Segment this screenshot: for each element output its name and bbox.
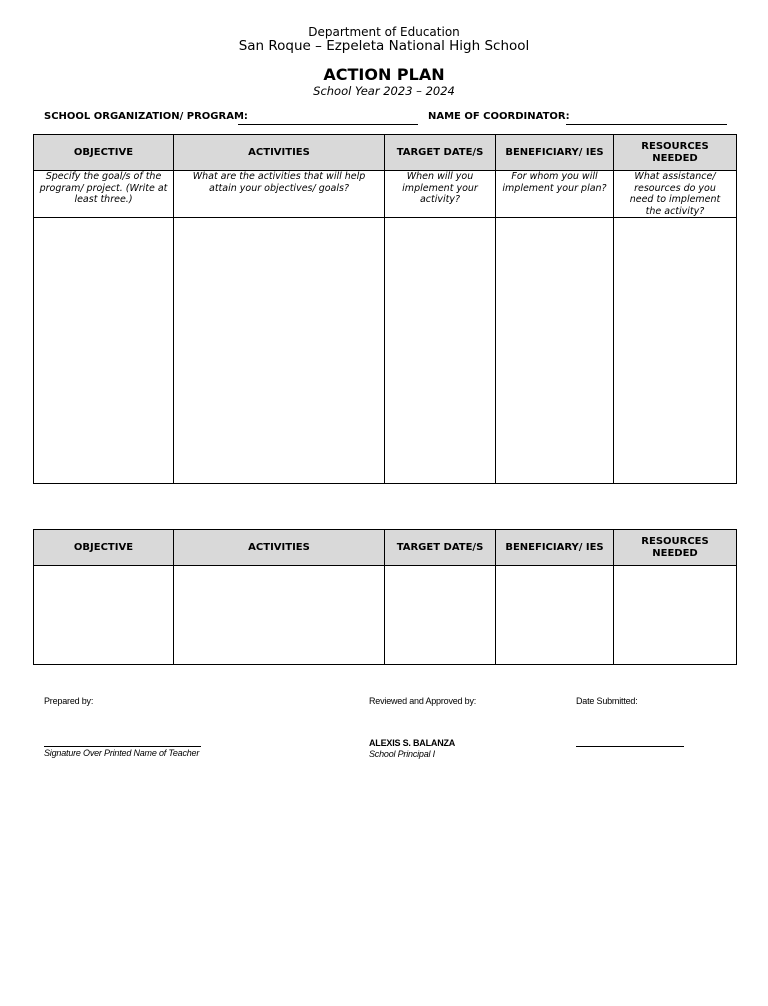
department-name: Department of Education bbox=[308, 25, 460, 39]
hint-activities: What are the activities that will help attain your objectives/ goals? bbox=[174, 171, 385, 218]
column-header-target-dates: TARGET DATE/S bbox=[385, 530, 496, 566]
target-dates-cell[interactable] bbox=[385, 566, 496, 665]
column-header-activities: ACTIVITIES bbox=[174, 135, 385, 171]
teacher-signature-line[interactable] bbox=[44, 746, 201, 747]
resources-cell[interactable] bbox=[614, 566, 737, 665]
beneficiaries-cell[interactable] bbox=[496, 218, 614, 484]
date-submitted-line[interactable] bbox=[576, 746, 684, 747]
coordinator-field-line[interactable] bbox=[566, 124, 727, 125]
column-header-objective: OBJECTIVE bbox=[34, 530, 174, 566]
objective-cell[interactable] bbox=[34, 566, 174, 665]
target-dates-cell[interactable] bbox=[385, 218, 496, 484]
column-header-target-dates: TARGET DATE/S bbox=[385, 135, 496, 171]
principal-title: School Principal I bbox=[369, 749, 435, 759]
program-label: SCHOOL ORGANIZATION/ PROGRAM: bbox=[44, 111, 248, 122]
column-header-resources: RESOURCES NEEDED bbox=[614, 530, 737, 566]
action-plan-table-2 bbox=[33, 529, 737, 665]
coordinator-label: NAME OF COORDINATOR: bbox=[428, 111, 570, 122]
hint-resources: What assistance/ resources do you need to implement the activity? bbox=[614, 171, 737, 218]
column-header-objective: OBJECTIVE bbox=[34, 135, 174, 171]
column-header-beneficiaries: BENEFICIARY/ IES bbox=[496, 135, 614, 171]
objective-cell[interactable] bbox=[34, 218, 174, 484]
principal-name: ALEXIS S. BALANZA bbox=[369, 738, 456, 748]
school-name: San Roque – Ezpeleta National High School bbox=[238, 38, 530, 54]
prepared-by-label: Prepared by: bbox=[44, 696, 94, 706]
column-header-resources: RESOURCES NEEDED bbox=[614, 135, 737, 171]
page-title: ACTION PLAN bbox=[323, 65, 445, 84]
date-submitted-label: Date Submitted: bbox=[576, 696, 638, 706]
reviewed-approved-label: Reviewed and Approved by: bbox=[369, 696, 477, 706]
school-year: School Year 2023 – 2024 bbox=[313, 84, 455, 98]
hint-objective: Specify the goal/s of the program/ project. (Write at least three.) bbox=[34, 171, 174, 218]
activities-cell[interactable] bbox=[174, 218, 385, 484]
hint-target-dates: When will you implement your activity? bbox=[385, 171, 496, 218]
resources-cell[interactable] bbox=[614, 218, 737, 484]
program-field-line[interactable] bbox=[238, 124, 418, 125]
teacher-signature-caption: Signature Over Printed Name of Teacher bbox=[44, 748, 200, 758]
column-header-activities: ACTIVITIES bbox=[174, 530, 385, 566]
action-plan-table bbox=[33, 134, 737, 484]
hint-beneficiaries: For whom you will implement your plan? bbox=[496, 171, 614, 218]
column-header-beneficiaries: BENEFICIARY/ IES bbox=[496, 530, 614, 566]
activities-cell[interactable] bbox=[174, 566, 385, 665]
beneficiaries-cell[interactable] bbox=[496, 566, 614, 665]
